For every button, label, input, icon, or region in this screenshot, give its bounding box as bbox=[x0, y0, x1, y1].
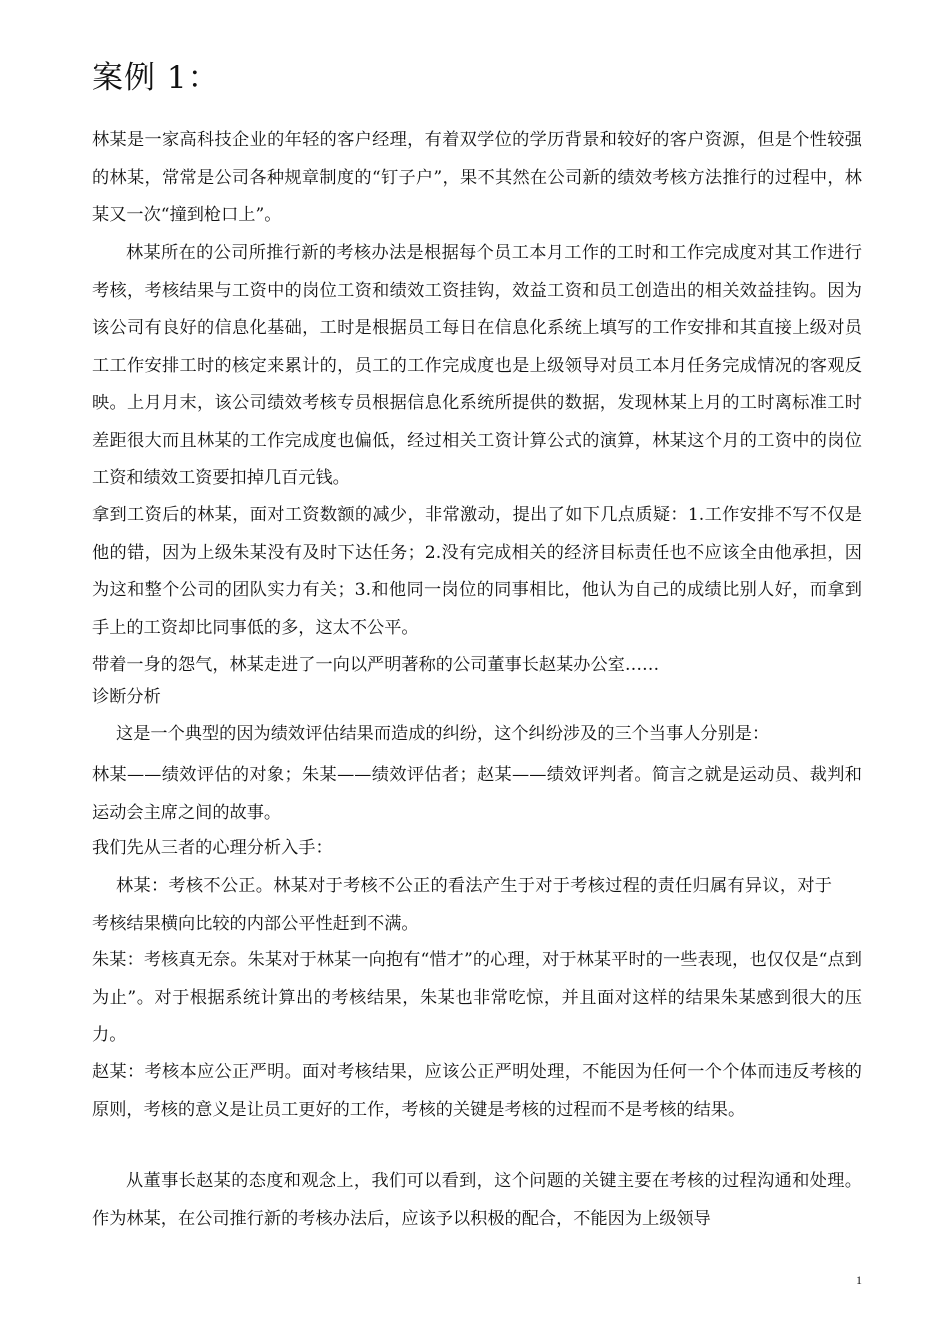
paragraph-4: 带着一身的怨气，林某走进了一向以严明著称的公司董事长赵某办公室…… bbox=[92, 655, 660, 675]
section-heading: 诊断分析 bbox=[92, 687, 161, 707]
paragraph-5: 这是一个典型的因为绩效评估结果而造成的纠纷，这个纠纷涉及的三个当事人分别是： bbox=[116, 724, 770, 744]
paragraph-6: 林某——绩效评估的对象；朱某——绩效评估者；赵某——绩效评判者。简言之就是运动员、裁判和运动会主席之间的故事。 bbox=[92, 765, 862, 823]
paragraph-2: 林某所在的公司所推行新的考核办法是根据每个员工本月工作的工时和工作完成度对其工作进行考核，考核结果与工资中的岗位工资和绩效工资挂钩，效益工资和员工创造出的相关效益挂钩。因为该公司有良好的信息化基础，工时是根据员工每日在信息化系统上填写的工作安排和其直接上级对员工工作安排工时的核定来累计的，员工的工作完成度也是上级领导对员工本月任务完成情况的客观反映。上月月末，该公司绩效考核专员根据信息化系统所提供的数据，发现林某上月的工时离标准工时差距很大而且林某的工作完成度也偏低，经过相关工资计算公式的演算，林某这个月的工资中的岗位工资和绩效工资要扣掉几百元钱。 bbox=[92, 243, 862, 488]
page-number: 1 bbox=[856, 1273, 862, 1287]
paragraph-1: 林某是一家高科技企业的年轻的客户经理，有着双学位的学历背景和较好的客户资源，但是个性较强的林某，常常是公司各种规章制度的“钉子户”，果不其然在公司新的绩效考核方法推行的过程中，林某又一次“撞到枪口上”。 bbox=[92, 130, 862, 225]
paragraph-8: 林某：考核不公正。林某对于考核不公正的看法产生于对于考核过程的责任归属有异议，对于考核结果横向比较的内部公平性赶到不满。 bbox=[92, 876, 832, 934]
paragraph-7: 我们先从三者的心理分析入手： bbox=[92, 838, 333, 858]
paragraph-3: 拿到工资后的林某，面对工资数额的减少，非常激动，提出了如下几点质疑：1.工作安排不写不仅是他的错，因为上级朱某没有及时下达任务；2.没有完成相关的经济目标责任也不应该全由他承担，因为这和整个公司的团队实力有关；3.和他同一岗位的同事相比，他认为自己的成绩比别人好，而拿到手上的工资却比同事低的多，这太不公平。 bbox=[92, 505, 862, 638]
paragraph-10: 赵某：考核本应公正严明。面对考核结果，应该公正严明处理，不能因为任何一个个体而违反考核的原则，考核的意义是让员工更好的工作，考核的关键是考核的过程而不是考核的结果。 bbox=[92, 1062, 862, 1120]
paragraph-11: 从董事长赵某的态度和观念上，我们可以看到，这个问题的关键主要在考核的过程沟通和处理。作为林某，在公司推行新的考核办法后，应该予以积极的配合，不能因为上级领导 bbox=[92, 1171, 862, 1229]
paragraph-9: 朱某：考核真无奈。朱某对于林某一向抱有“惜才”的心理，对于林某平时的一些表现，也仅仅是“点到为止”。对于根据系统计算出的考核结果，朱某也非常吃惊，并且面对这样的结果朱某感到很大的压力。 bbox=[92, 950, 862, 1045]
page-title: 案例 1： bbox=[92, 60, 220, 96]
